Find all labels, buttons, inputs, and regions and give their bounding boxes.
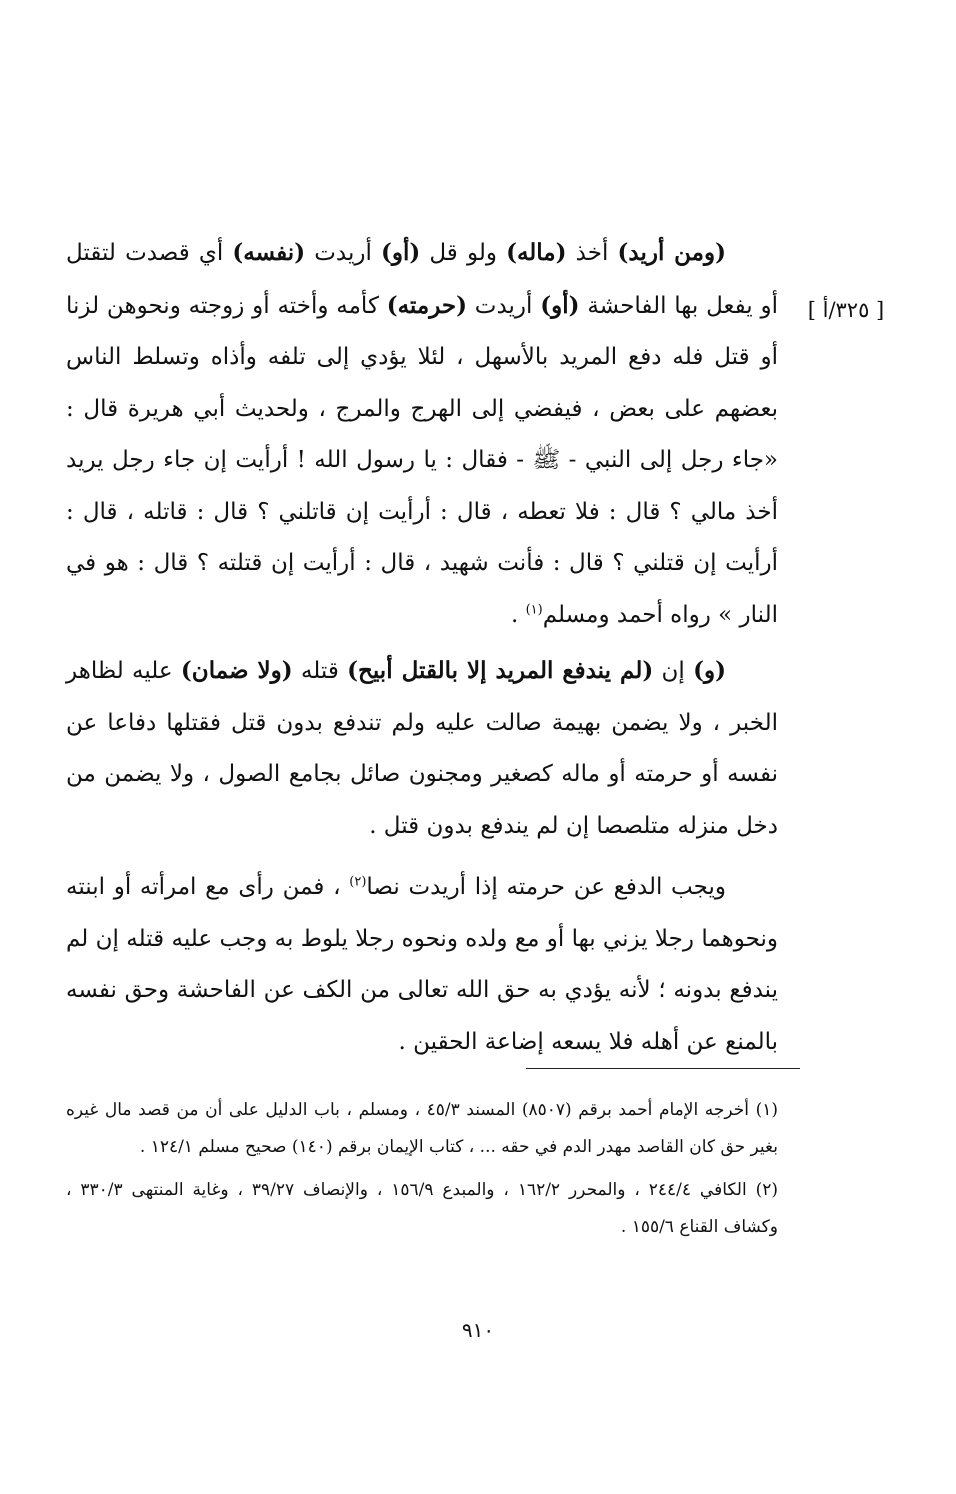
sharh-text: . — [510, 601, 526, 628]
footnote-separator — [526, 1068, 800, 1069]
matn-phrase: (حرمته) — [386, 291, 467, 319]
paragraph-3 — [66, 862, 778, 1068]
matn-phrase: (ومن أريد) — [617, 239, 726, 266]
matn-phrase: (أو) — [380, 239, 421, 266]
sharh-text: كأمه وأخته أو زوجته ونحوهن لزنا أو قتل فله دفع المريد بالأسهل ، لئلا يؤدي إلى تلفه وأذاه وتسلط الناس بعضهم على بعض ، فيفضي إلى الهرج والمرج ، ولحديث أبي هريرة قال : «جاء رجل إلى النبي - ﷺ - فقال : يا رسول الله ! أرأيت إن جاء رجل يريد أخذ مالي ؟ قال : فلا تعطه ، قال : أرأيت إن قاتلني ؟ قال : قاتله ، قال : أرأيت إن قتلني ؟ قال : فأنت شهيد ، قال : أرأيت إن قتلته ؟ قال : هو في النار » رواه أحمد ومسلم — [66, 292, 778, 628]
footnotes — [66, 1092, 778, 1252]
matn-phrase: (أو) — [540, 291, 580, 319]
matn-phrase: (نفسه) — [232, 239, 306, 266]
sharh-text: ولو قل — [420, 240, 507, 266]
matn-phrase: (و) — [693, 657, 726, 684]
footnote-ref-1[interactable]: (١) — [525, 601, 543, 617]
matn-phrase: (لم يندفع المريد إلا بالقتل أبيح) — [347, 657, 654, 684]
footnote-2: (٢) الكافي ٢٤٤/٤ ، والمحرر ١٦٢/٢ ، والمبدع ١٥٦/٩ ، والإنصاف ٣٩/٢٧ ، وغاية المنتهى ٣٣٠/٣ ، وكشاف القناع ١٥٥/٦ . — [66, 1180, 779, 1237]
sharh-text: عليه لظاهر الخبر ، ولا يضمن بهيمة صالت عليه ولم تندفع بدون قتل فقتلها دفاعا عن نفسه أو حرمته أو ماله كصغير ومجنون صائل بجامع الصول ، ولا يضمن من دخل منزله متلصصا إن لم يندفع بدون قتل . — [66, 658, 778, 839]
folio-margin-note: [ ٣٢٥/أ ] — [807, 298, 885, 322]
sharh-text: إن — [653, 658, 694, 684]
footnote-1: (١) أخرجه الإمام أحمد برقم (٨٥٠٧) المسند ٤٥/٣ ، ومسلم ، باب الدليل على أن من قصد مال غيره بغير حق كان القاصد مهدر الدم في حقه ... ، كتاب الإيمان برقم (١٤٠) صحيح مسلم ١٢٤/١ . — [66, 1100, 778, 1157]
sharh-text: أخذ — [566, 240, 618, 266]
sharh-text: أي قصدت لتقتل أو يفعل بها الفاحشة — [66, 240, 778, 319]
paragraph-2 — [66, 645, 778, 852]
sharh-text: أريدت — [305, 240, 381, 266]
matn-phrase: (ماله) — [506, 239, 567, 266]
sharh-text: ويجب الدفع عن حرمته إذا أريدت نصا — [366, 874, 727, 900]
matn-phrase: (ولا ضمان) — [180, 657, 293, 684]
sharh-text: ، فمن رأى مع امرأته أو ابنته ونحوهما رجلا يزني بها أو مع ولده ونحوه رجلا يلوط به وجب عليه قتله إن لم يندفع بدونه ؛ لأنه يؤدي به حق الله تعالى من الكف عن الفاحشة وحق نفسه بالمنع عن أهله فلا يسعه إضاعة الحقين . — [66, 874, 778, 1055]
main-text — [66, 227, 778, 1068]
footnote-ref-2[interactable]: (٢) — [349, 874, 367, 890]
page-number: ٩١٠ — [461, 1318, 495, 1342]
paragraph-1 — [66, 227, 778, 641]
sharh-text: قتله — [292, 658, 348, 684]
sharh-text: أريدت — [466, 292, 541, 319]
